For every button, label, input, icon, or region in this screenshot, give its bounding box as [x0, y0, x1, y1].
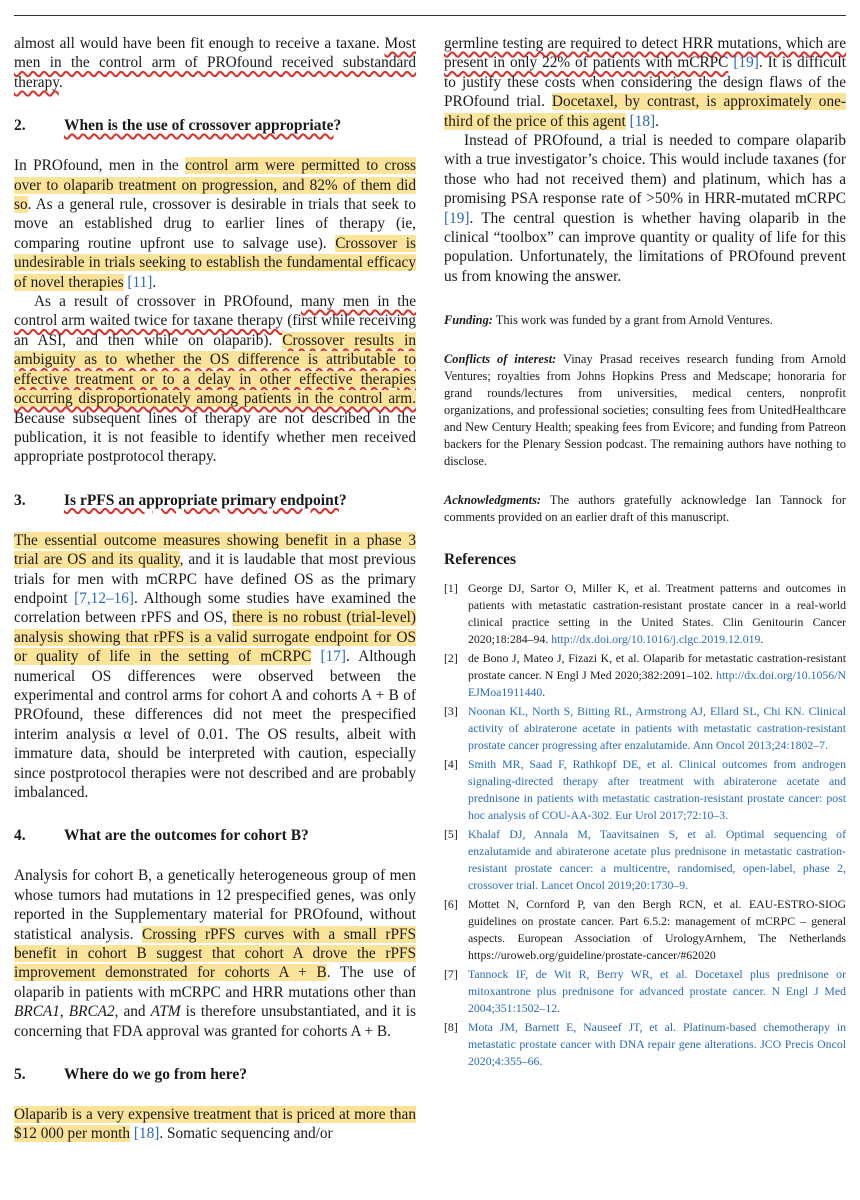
reference-citation: George DJ, Sartor O, Miller K, et al. Treatment patterns and outcomes in patients with metastatic castration-resistant prostate cancer in a real-world clinical practice setting in the United States. Clin Genitourin Cancer 2020;18:284–94. — [468, 581, 846, 647]
paragraph — [14, 156, 416, 292]
text-run: As a result of crossover in PROfound, — [34, 293, 301, 311]
references-heading: References — [444, 551, 517, 569]
paragraph — [444, 34, 846, 131]
section-title: What are the outcomes for cohort B? — [64, 827, 309, 845]
text-run: . As a general rule, crossover is desirable in trials that seek to move an established drug to earlier lines of therapy (ie, comparing routine upfront use to salvage use). — [14, 196, 416, 252]
text-run: control arm were permitted to cross over to olaparib treatment on progression, and 82% of them did so — [14, 157, 416, 214]
reference-end: . — [542, 685, 546, 700]
funding-label: Funding: — [444, 313, 493, 328]
text-run: . Somatic sequencing and/or — [159, 1125, 333, 1143]
text-run: . The use of olaparib in patients with mCRPC and HRR mutations other than — [14, 964, 416, 1001]
text-run: . — [58, 73, 63, 91]
section-heading-3: 3. Is rPFS an appropriate primary endpoint? — [14, 491, 347, 509]
text-run: Crossover is undesirable in trials seeking to establish the fundamental efficacy of novel therapies — [14, 234, 417, 291]
reference-number: [3] — [444, 704, 458, 719]
doi-link[interactable]: http://dx.doi.org/10.1056/NEJMoa1911440 — [468, 668, 846, 700]
reference-citation: Mota JM, Barnett E, Nauseef JT, et al. Platinum-based chemotherapy in metastatic prostate cancer with DNA repair gene alterations. JCO Precis Oncol 2020;4:355–66. — [468, 1020, 846, 1069]
text-run: Docetaxel, by contrast, is approximately one-third of the price of this agent — [444, 93, 846, 130]
paragraph — [14, 866, 416, 1041]
citation-link[interactable]: [19] — [444, 209, 470, 227]
section-number: 2. — [14, 117, 26, 135]
text-run: In PROfound, men in the — [14, 157, 186, 175]
reference-text — [468, 703, 846, 754]
text-run: Crossing rPFS curves with a small rPFS benefit in cohort B suggest that cohort A drove the rPFS improvement demonstrated for cohorts A + B — [14, 925, 417, 982]
paragraph — [14, 1105, 416, 1144]
reference-number: [8] — [444, 1020, 458, 1035]
citation-link[interactable]: [18] — [133, 1125, 160, 1143]
top-rule — [14, 15, 846, 16]
text-run: Instead of PROfound, a trial is needed to compare olaparib with a true investigator’s choice. This would include taxanes (for those who had not received them) and platinum, which has a promising PSA response rate of >50% in HRR-mutated mCRPC — [444, 132, 846, 208]
reference-citation: Smith MR, Saad F, Rathkopf DE, et al. Clinical outcomes from androgen signaling-directed therapy after treatment with abiraterone acetate and prednisone in patients with metastatic castration-resistant prostate cancer: post hoc analysis of COU-AA-302. Eur Urol 2017;72:10–3. — [468, 757, 846, 823]
reference-number: [1] — [444, 581, 458, 596]
text-run: (first while receiving an ASI, and then while on olaparib). — [14, 312, 416, 349]
reference-item[interactable] — [444, 1019, 846, 1070]
reference-text — [468, 650, 846, 701]
citation-link[interactable]: [7,12–16] — [74, 589, 135, 607]
text-run: Most men in the control arm of PROfound received substandard therapy — [14, 35, 416, 91]
section-heading-5 — [14, 1065, 416, 1085]
reference-citation: de Bono J, Mateo J, Fizazi K, et al. Olaparib for metastatic castration-resistant prostate cancer. N Engl J Med 2020;382:2091–102. — [468, 651, 846, 683]
section-title: Where do we go from here? — [64, 1066, 247, 1084]
reference-citation: Tannock IF, de Wit R, Berry WR, et al. Docetaxel plus prednisone or mitoxantrone plus prednisone for advanced prostate cancer. N Engl J Med 2004;351:1502–12. — [468, 967, 846, 1016]
citation-link[interactable]: [17] — [320, 648, 347, 666]
reference-item — [444, 896, 846, 964]
reference-item — [444, 650, 846, 701]
paragraph — [14, 34, 416, 92]
text-run: Olaparib is a very expensive treatment that is priced at more than $12 000 per month — [14, 1106, 416, 1143]
section-title: Is rPFS an appropriate primary endpoint — [64, 491, 339, 509]
right-column — [444, 34, 846, 1072]
text-run: ATM — [150, 1003, 181, 1021]
reference-number: [7] — [444, 967, 458, 982]
citation-link[interactable]: [18] — [629, 112, 656, 130]
text-run: Because subsequent lines of therapy are not described in the publication, it is not feasible to identify whether men received appropriate postprotocol therapy. — [14, 409, 416, 466]
text-run: is therefore unsubstantiated, and it is concerning that FDA approval was granted for cohorts A + B. — [14, 1003, 416, 1040]
reference-citation: Khalaf DJ, Annala M, Taavitsainen S, et al. Optimal sequencing of enzalutamide and abiraterone acetate plus prednisone in metastatic castration-resistant prostate cancer: a multicentre, randomised, open-label, phase 2, crossover trial. Lancet Oncol 2019;20:1730–9. — [468, 827, 846, 893]
reference-text — [468, 826, 846, 894]
text-run: there is no robust (trial-level) analysis showing that rPFS is a valid surrogate endpoint for OS or quality of life in the setting of mCRPC — [14, 609, 416, 666]
text-run: almost all would have been fit enough to receive a taxane. — [14, 35, 385, 52]
section-heading-2: 2. When is the use of crossover appropriate? — [14, 117, 342, 135]
text-run: . — [152, 273, 157, 291]
text-run: , — [59, 1003, 69, 1021]
text-run: . It is difficult to justify these costs when considering the design flaws of the PROfound trial. — [444, 54, 847, 111]
citation-link[interactable]: [11] — [127, 273, 153, 291]
conflicts-statement — [444, 351, 846, 470]
conflicts-text: Vinay Prasad receives research funding from Arnold Ventures; royalties from Johns Hopkins Press and Medscape; honoraria for grand rounds/lectures from universities, medical centers, nonprofit organizations, and professional societies; consulting fees from UnitedHealthcare and New Century Health; speaking fees from Evicore; and funding from Patreon backers for the Plenary Session podcast. The remaining authors have nothing to disclose. — [444, 352, 846, 469]
citation-link[interactable]: [19] — [733, 54, 759, 72]
doi-link[interactable]: http://dx.doi.org/10.1016/j.clgc.2019.12.019 — [551, 632, 761, 647]
text-run: Analysis for cohort B, a genetically heterogeneous group of men whose tumors had mutations in 12 prespecified genes, was only reported in the Supplementary material for PROfound, without statistical analysis. — [14, 867, 416, 943]
reference-text — [468, 580, 846, 648]
reference-text — [468, 966, 846, 1017]
paragraph — [14, 292, 416, 467]
funding-text: This work was funded by a grant from Arnold Ventures. — [495, 313, 773, 328]
reference-number: [2] — [444, 651, 458, 666]
text-run: The essential outcome measures showing benefit in a phase 3 trial are OS and its quality — [14, 531, 416, 569]
reference-citation: Mottet N, Cornford P, van den Bergh RCN, et al. EAU-ESTRO-SIOG guidelines on prostate cancer. Part 6.5.2: management of mCRPC – general aspects. European Association of UrologyArnhem, The Netherlands https://uroweb.org/guideline/prostate-cancer/#62020 — [468, 897, 846, 963]
reference-item[interactable] — [444, 756, 846, 824]
reference-number: [5] — [444, 827, 458, 842]
acknowledgments-statement — [444, 492, 846, 526]
reference-end: . — [760, 632, 764, 647]
text-run: BRCA1 — [14, 1003, 60, 1021]
section-number: 3. — [14, 491, 26, 509]
text-run: BRCA2 — [68, 1003, 115, 1021]
reference-text — [468, 1019, 846, 1070]
acknowledgments-text: The authors gratefully acknowledge Ian Tannock for comments provided on an earlier draft of this manuscript. — [444, 493, 846, 525]
reference-text — [468, 896, 846, 964]
paragraph — [444, 131, 846, 286]
text-run: Crossover results in ambiguity as to whether the OS difference is attributable to effective treatment or to a delay in other effective therapies occurring disproportionately among patients in the control arm. — [14, 331, 416, 408]
text-run: . Although some studies have examined the correlation between rPFS and OS, — [14, 589, 416, 627]
reference-text — [468, 756, 846, 824]
reference-item — [444, 580, 846, 648]
text-run: many men in the control arm waited twice for taxane therapy — [14, 293, 416, 330]
text-run: , and it is laudable that most previous trials for men with mCRPC have defined OS as the primary endpoint — [14, 551, 416, 607]
section-title: When is the use of crossover appropriate — [64, 117, 334, 135]
left-column — [14, 34, 416, 1144]
conflicts-label: Conflicts of interest: — [444, 352, 557, 367]
reference-item[interactable] — [444, 703, 846, 754]
text-run: . — [655, 112, 659, 130]
reference-number: [4] — [444, 757, 458, 772]
section-number: 5. — [14, 1066, 26, 1084]
text-run: , and — [114, 1003, 151, 1021]
text-run: germline testing are required to detect HRR mutations, which are present in only 22% of patients with mCRPC — [444, 35, 846, 72]
reference-number: [6] — [444, 897, 458, 912]
references-list — [444, 580, 846, 1070]
section-heading-4 — [14, 826, 416, 846]
paragraph — [14, 531, 416, 803]
funding-statement — [444, 312, 846, 329]
text-run: . The central question is whether having olaparib in the clinical “toolbox” can improve quantity or quality of life for this population. Unfortunately, the limitations of PROfound prevent us from knowing the answer. — [444, 209, 846, 285]
acknowledgments-label: Acknowledgments: — [444, 493, 542, 508]
reference-item[interactable] — [444, 826, 846, 894]
text-run — [311, 648, 320, 665]
reference-citation: Noonan KL, North S, Bitting RL, Armstrong AJ, Ellard SL, Chi KN. Clinical activity of abiraterone acetate in patients with metastatic castration-resistant prostate cancer progressing after enzalutamide. Ann Oncol 2013;24:1802–7. — [468, 704, 846, 753]
section-number: 4. — [14, 827, 26, 845]
reference-item[interactable] — [444, 966, 846, 1017]
text-run: . Although numerical OS differences were observed between the experimental and control arms for cohort A and cohorts A + B of PROfound, these differences did not meet the prespecified interim analysis α level of 0.01. The OS results, albeit with immature data, should be interpreted with caution, especially since postprotocol therapies were not described and are probably imbalanced. — [14, 648, 417, 801]
